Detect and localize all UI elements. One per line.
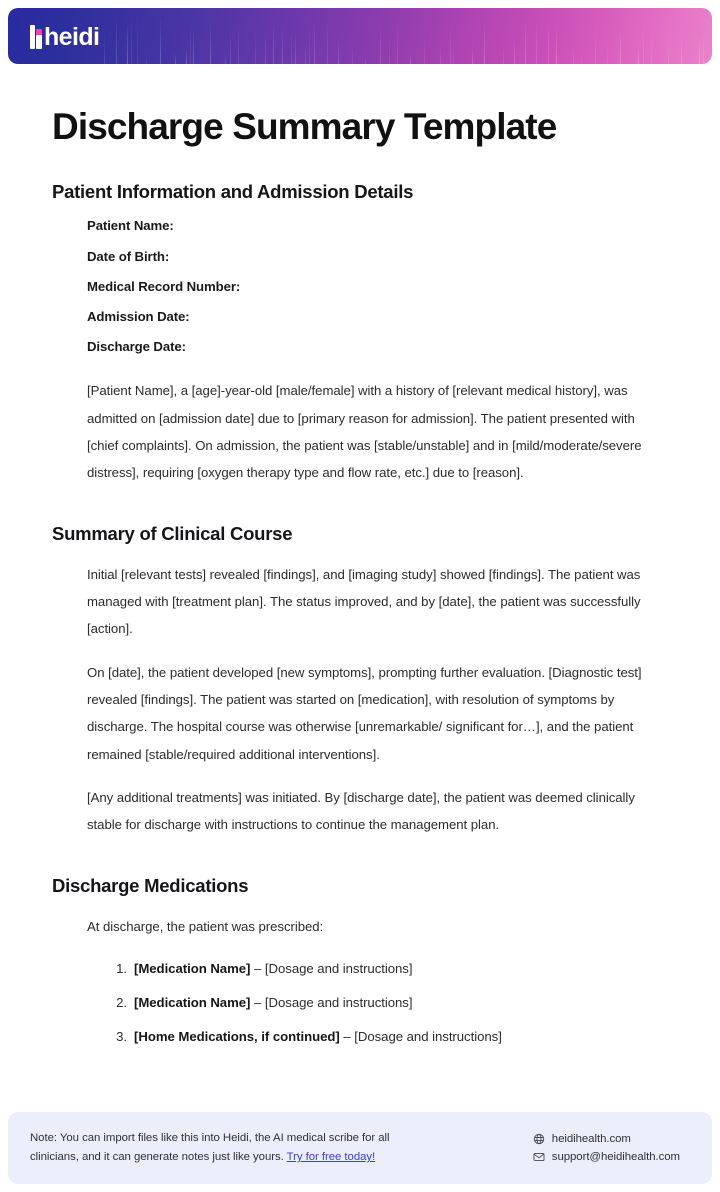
header-banner-container	[0, 0, 720, 64]
footer-note	[30, 1129, 430, 1166]
list-item	[134, 962, 668, 975]
list-item	[134, 1030, 668, 1043]
section-heading-clinical-course: Summary of Clinical Course	[52, 522, 293, 544]
document-body	[0, 64, 720, 1112]
medication-name: [Home Medications, if continued]	[134, 1029, 340, 1045]
field-discharge-date: Discharge Date:	[87, 339, 186, 355]
medication-name: [Medication Name]	[134, 961, 251, 977]
paragraph-initial-findings: Initial [relevant tests] revealed [findings], and [imaging study] showed [findings]. The patient was managed with [treatment plan]. The status improved, and by [date], the patient was successfully [action].	[87, 566, 641, 637]
footer-contact-info	[533, 1133, 686, 1163]
footer-bar	[8, 1112, 712, 1184]
paragraph-additional-treatments: [Any additional treatments] was initiated. By [discharge date], the patient was deemed clinically stable for discharge with instructions to continue the management plan.	[87, 790, 635, 833]
medication-detail: – [Dosage and instructions]	[250, 961, 413, 977]
header-banner	[8, 8, 712, 64]
envelope-icon	[533, 1151, 545, 1163]
email-text: support@heidihealth.com	[551, 1151, 680, 1163]
website-text: heidihealth.com	[551, 1133, 631, 1145]
medication-detail: – [Dosage and instructions]	[250, 995, 413, 1011]
field-medical-record-number: Medical Record Number:	[87, 278, 241, 294]
logo-wordmark: heidi	[44, 23, 100, 51]
field-date-of-birth: Date of Birth:	[87, 248, 170, 264]
globe-icon	[533, 1133, 545, 1145]
heidi-logo	[30, 23, 99, 49]
section-heading-patient-information: Patient Information and Admission Details	[52, 181, 414, 203]
medications-intro: At discharge, the patient was prescribed:	[87, 918, 324, 934]
footer-note-text: Note: You can import files like this into Heidi, the AI medical scribe for all clinicians, and it can generate notes just like yours.	[30, 1132, 390, 1163]
website-row[interactable]	[533, 1133, 680, 1145]
field-patient-name: Patient Name:	[87, 218, 174, 234]
paragraph-admission-narrative: [Patient Name], a [age]-year-old [male/female] with a history of [relevant medical history], was admitted on [admission date] due to [primary reason for admission]. The patient presented with [chief complaints]. On admission, the patient was [stable/unstable] and in [mild/moderate/severe distress], requiring [oxygen therapy type and flow rate, etc.] due to [reason].	[87, 383, 642, 481]
patient-information-fields	[52, 219, 668, 486]
banner-streak-decoration	[8, 8, 712, 64]
medication-name: [Medication Name]	[134, 995, 251, 1011]
clinical-course-content	[52, 561, 668, 839]
section-heading-discharge-medications: Discharge Medications	[52, 874, 249, 896]
try-for-free-link[interactable]: Try for free today!	[286, 1151, 376, 1163]
medication-detail: – [Dosage and instructions]	[339, 1029, 502, 1045]
heidi-h-mark-icon	[30, 25, 43, 49]
medication-list	[87, 962, 668, 1044]
field-admission-date: Admission Date:	[87, 309, 190, 325]
list-item	[134, 996, 668, 1009]
discharge-medications-content	[52, 913, 668, 1044]
email-row[interactable]	[533, 1151, 680, 1163]
paragraph-new-symptoms: On [date], the patient developed [new symptoms], prompting further evaluation. [Diagnostic test] revealed [findings]. The patient was started on [medication], with resolution of symptoms by discharge. The hospital course was otherwise [unremarkable/ significant for…], and the patient remained [stable/required additional interventions].	[87, 664, 642, 762]
page-title: Discharge Summary Template	[52, 106, 557, 147]
